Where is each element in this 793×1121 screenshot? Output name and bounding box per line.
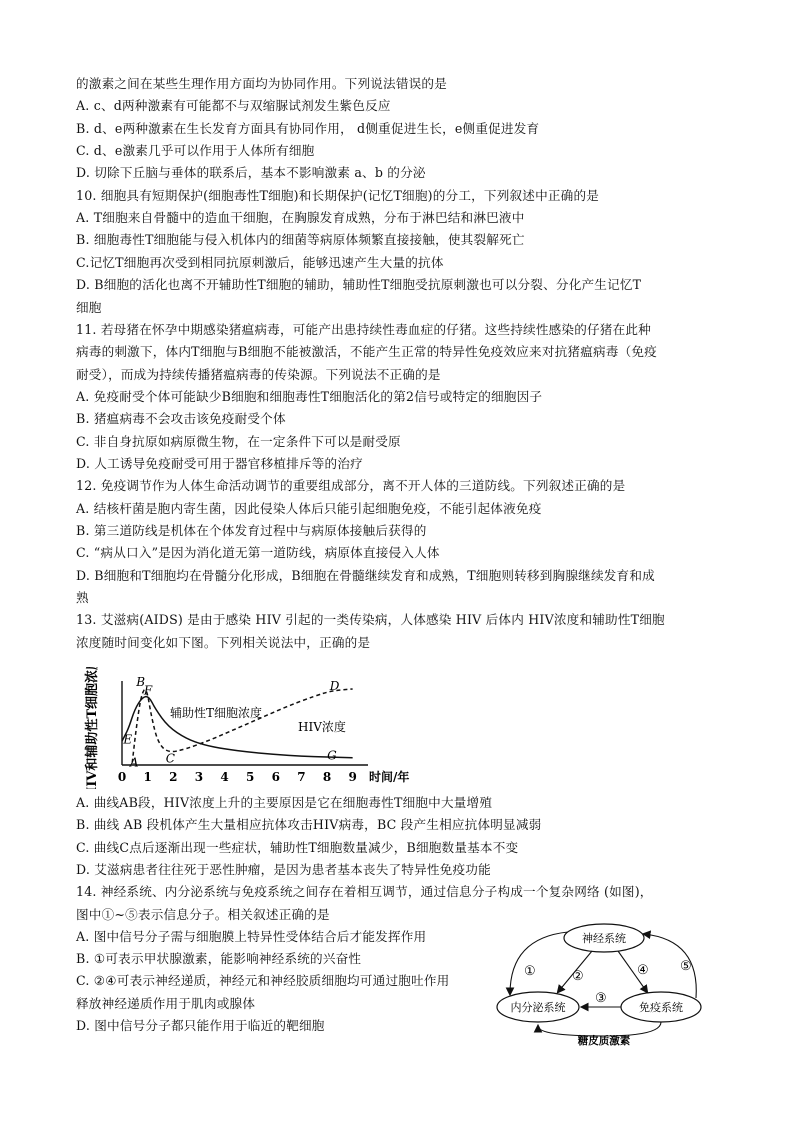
text-line: C. 非自身抗原如病原微生物，在一定条件下可以是耐受原 [76, 433, 401, 449]
x-tick-label: 5 [245, 770, 255, 784]
text-line: 14. 神经系统、内分泌系统与免疫系统之间存在着相互调节，通过信息分子构成一个复杂网络 (如图)， [76, 884, 653, 900]
signal-1: ① [524, 964, 536, 979]
text-line: B. ①可表示甲状腺激素，能影响神经系统的兴奋性 [76, 951, 362, 967]
text-line: 的激素之间在某些生理作用方面均为协同作用。下列说法错误的是 [76, 76, 448, 91]
text-line: 释放神经递质作用于肌肉或腺体 [76, 995, 256, 1011]
text-line: C.记忆T细胞再次受到相同抗原刺激后，能够迅速产生大量的抗体 [76, 254, 444, 270]
point-label: E [123, 732, 133, 747]
text-line: D. B细胞的活化也离不开辅助性T细胞的辅助，辅助性T细胞受抗原刺激也可以分裂、分化产生记忆T [76, 277, 642, 293]
arrow-1 [510, 932, 568, 994]
annotation-tcell: 辅助性T细胞浓度 [170, 706, 263, 720]
text-line: D. B细胞和T细胞均在骨髓分化形成，B细胞在骨髓继续发育和成熟，T细胞则转移到胸腺继续发育和成 [76, 567, 655, 583]
hiv-chart-svg [76, 667, 426, 789]
point-label: G [327, 748, 337, 763]
text-line: 熟 [76, 590, 89, 606]
signal-5: ⑤ [680, 959, 692, 974]
text-line: 13. 艾滋病(AIDS) 是由于感染 HIV 引起的一类传染病，人体感染 HIV 后体内 HIV浓度和辅助性T细胞 [76, 612, 665, 628]
signal-4: ④ [637, 963, 649, 978]
text-line: C. “病从口入”是因为消化道无第一道防线，病原体直接侵入人体 [76, 545, 440, 561]
system-network-diagram [496, 918, 712, 1048]
text-line: 11. 若母猪在怀孕中期感染猪瘟病毒，可能产出患持续性毒血症的仔猪。这些持续性感染的仔猪在此种 [76, 321, 651, 337]
text-line: D. 图中信号分子都只能作用于临近的靶细胞 [76, 1018, 325, 1033]
text-line: D. 艾滋病患者往往死于恶性肿瘤，是因为患者基本丧失了特异性免疫功能 [76, 861, 491, 877]
text-line: B. d、e两种激素在生长发育方面具有协同作用， d侧重促进生长，e侧重促进发育 [76, 120, 540, 136]
text-line: 病毒的刺激下，体内T细胞与B细胞不能被激活，不能产生正常的特异性免疫效应来对抗猪瘟病毒（免疫 [76, 344, 657, 360]
text-line: C. ②④可表示神经递质，神经元和神经胶质细胞均可通过胞吐作用 [76, 973, 450, 989]
point-label: D [329, 678, 340, 693]
text-line: B. 曲线 AB 段机体产生大量相应抗体攻击HIV病毒，BC 段产生相应抗体明显减弱 [76, 817, 542, 833]
hiv-chart [76, 667, 426, 789]
text-line: A. c、d两种激素有可能都不与双缩脲试剂发生紫色反应 [76, 98, 391, 114]
text-line: A. 图中信号分子需与细胞膜上特异性受体结合后才能发挥作用 [76, 928, 427, 944]
text-line: B. 第三道防线是机体在个体发育过程中与病原体接触后获得的 [76, 523, 427, 538]
text-line: 耐受），而成为持续传播猪瘟病毒的传染源。下列说法不正确的是 [76, 366, 441, 382]
point-label: C [165, 751, 175, 766]
x-tick-label: 0 [117, 770, 127, 784]
text-line: B. 细胞毒性T细胞能与侵入机体内的细菌等病原体频繁直接接触，使其裂解死亡 [76, 232, 525, 248]
text-line: A. 曲线AB段，HIV浓度上升的主要原因是它在细胞毒性T细胞中大量增殖 [76, 795, 493, 810]
node-endocrine-label: 内分泌系统 [510, 1001, 566, 1014]
x-tick-labels [118, 770, 357, 784]
signal-2: ② [572, 969, 584, 984]
x-tick-label: 7 [297, 770, 306, 784]
text-line: A. T细胞来自骨髓中的造血干细胞，在胸腺发育成熟，分布于淋巴结和淋巴液中 [76, 210, 525, 226]
text-line: C. 曲线C点后逐渐出现一些症状，辅助性T细胞数量减少，B细胞数量基本不变 [76, 839, 519, 855]
x-tick-label: 3 [194, 770, 204, 784]
x-tick-label: 4 [220, 770, 229, 784]
point-label: A [129, 755, 139, 770]
text-line: 图中①~⑤表示信息分子。相关叙述正确的是 [76, 906, 330, 922]
text-line: D. 人工诱导免疫耐受可用于器官移植排斥等的治疗 [76, 455, 363, 471]
point-label: B [136, 674, 146, 689]
x-tick-label: 6 [271, 770, 280, 784]
text-line: D. 切除下丘脑与垂体的联系后，基本不影响激素 a、b 的分泌 [76, 165, 426, 181]
text-line: 10. 细胞具有短期保护(细胞毒性T细胞)和长期保护(记忆T细胞)的分工，下列叙述中正确的是 [76, 187, 600, 203]
node-immune-label: 免疫系统 [639, 1001, 683, 1014]
chart-xlabel: 时间/年 [369, 770, 410, 784]
text-line: C. d、e激素几乎可以作用于人体所有细胞 [76, 143, 315, 159]
text-line: 12. 免疫调节作为人体生命活动调节的重要组成部分，离不开人体的三道防线。下列叙述正确的是 [76, 478, 626, 494]
x-tick-label: 9 [348, 770, 357, 784]
text-line: B. 猪瘟病毒不会攻击该免疫耐受个体 [76, 411, 286, 427]
x-tick-label: 2 [169, 770, 178, 784]
glucocorticoid-label: 糖皮质激素 [577, 1035, 631, 1047]
text-line: 浓度随时间变化如下图。下列相关说法中，正确的是 [76, 634, 371, 650]
arrow-glucocorticoid [538, 1022, 661, 1036]
text-line: A. 免疫耐受个体可能缺少B细胞和细胞毒性T细胞活化的第2信号或特定的细胞因子 [76, 388, 543, 404]
annotation-hiv: HIV浓度 [298, 720, 346, 734]
text-line: A. 结核杆菌是胞内寄生菌，因此侵染人体后只能引起细胞免疫，不能引起体液免疫 [76, 500, 542, 516]
x-tick-label: 1 [143, 770, 152, 784]
diagram-svg [496, 918, 712, 1048]
text-line: 细胞 [76, 299, 102, 315]
point-label: F [143, 683, 153, 698]
x-tick-label: 8 [322, 770, 332, 784]
signal-3: ③ [595, 991, 607, 1006]
node-nerve-label: 神经系统 [582, 932, 626, 945]
chart-ylabel: HIV和辅助性T细胞浓度 [85, 667, 100, 789]
